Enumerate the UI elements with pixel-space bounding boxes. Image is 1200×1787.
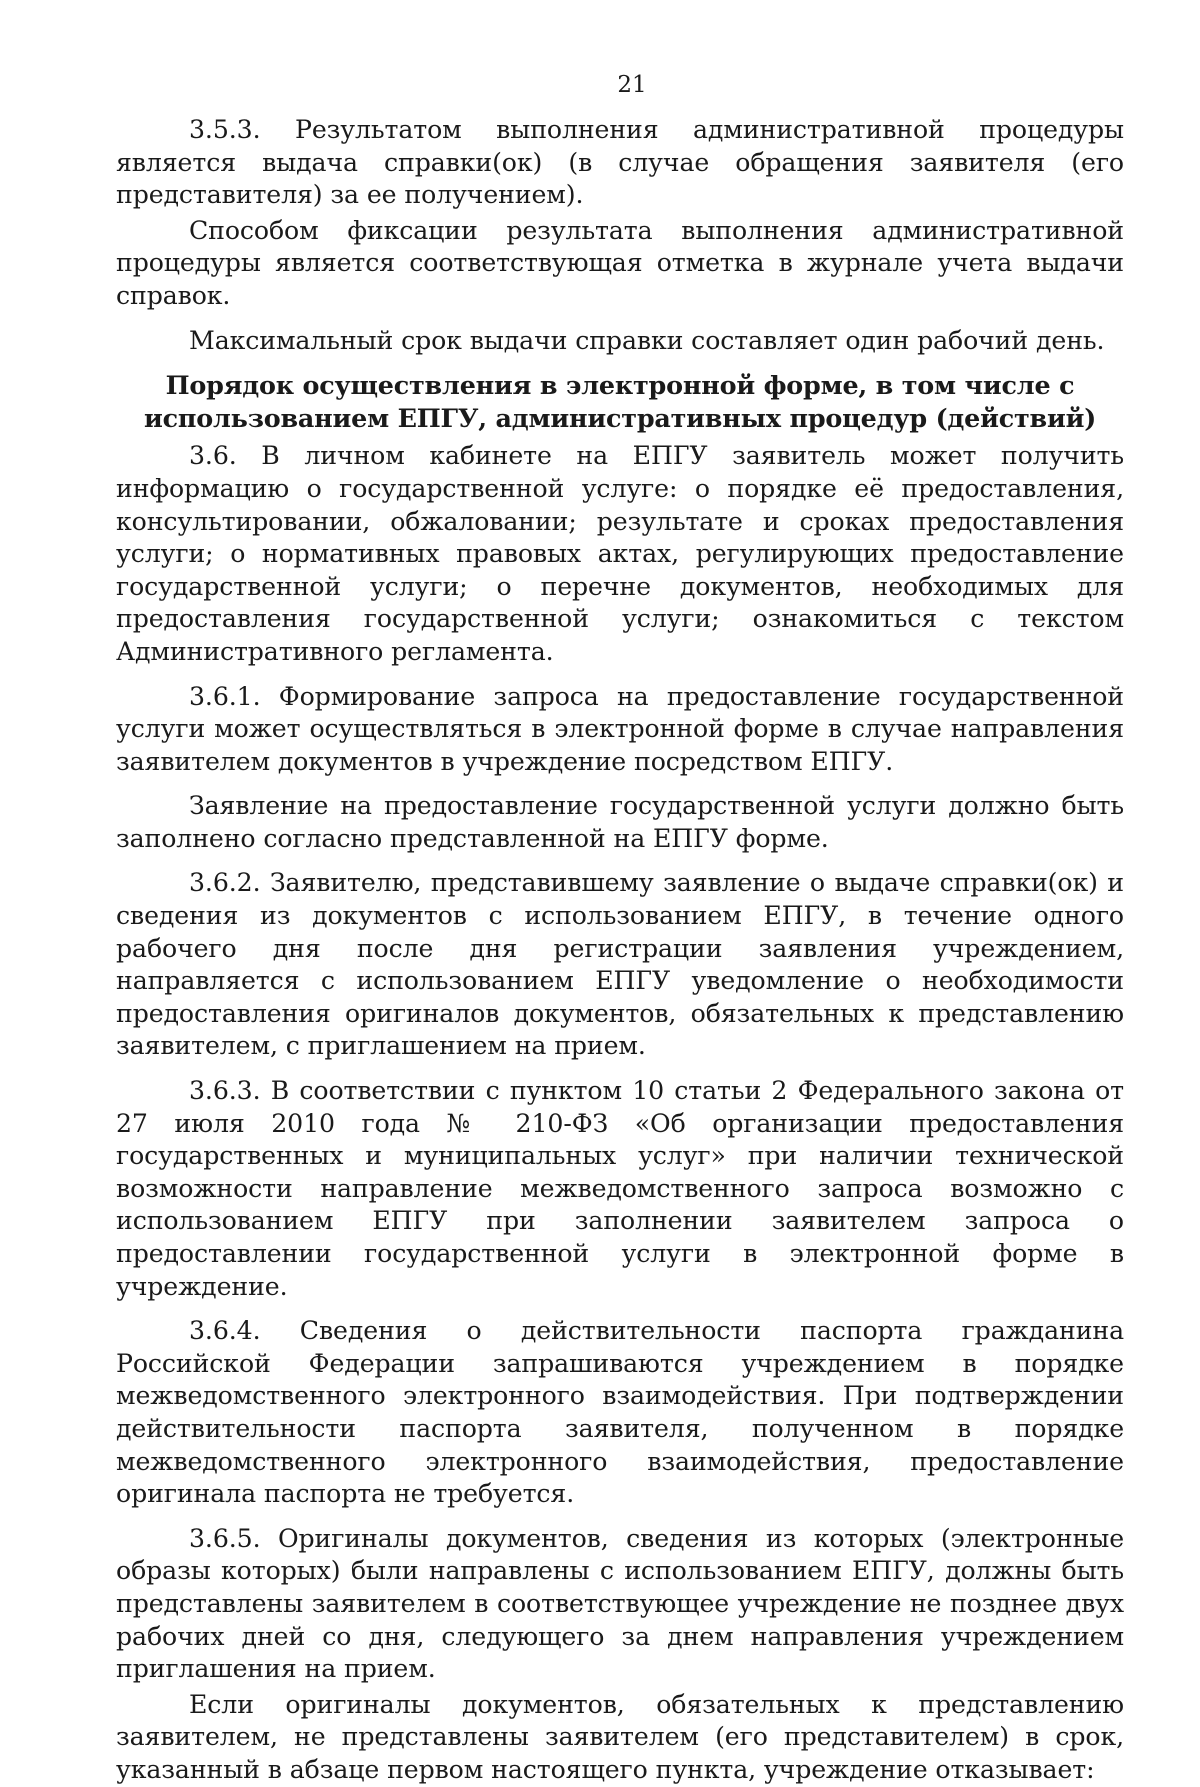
paragraph-max-term: Максимальный срок выдачи справки составляет один рабочий день. bbox=[189, 325, 1105, 355]
paragraph-3-5-3: 3.5.3. Результатом выполнения административной процедуры является выдача справки(ок) (в случае обращения заявителя (его представителя) за ее получением). bbox=[116, 115, 1124, 210]
paragraph-3-6-2: 3.6.2. Заявителю, представившему заявление о выдаче справки(ок) и сведения из документов с использованием ЕПГУ, в течение одного рабочего дня после дня регистрации заявления учреждением, направляется с использованием ЕПГУ уведомление о необходимости предоставления оригиналов документов, обязательных к представлению заявителем, с приглашением на прием. bbox=[116, 868, 1124, 1061]
paragraph-3-6: 3.6. В личном кабинете на ЕПГУ заявитель может получить информацию о государственной услуге: о порядке её предоставления, консультировании, обжаловании; результате и сроках предоставления услуги; о нормативных правовых актах, регулирующих предоставление государственной услуги; о перечне документов, необходимых для предоставления государственной услуги; ознакомиться с текстом Административного регламента. bbox=[116, 441, 1124, 666]
paragraph-3-6-1: 3.6.1. Формирование запроса на предоставление государственной услуги может осуществляться в электронной форме в случае направления заявителем документов в учреждение посредством ЕПГУ. bbox=[116, 681, 1124, 776]
section-heading: Порядок осуществления в электронной форме, в том числе с использованием ЕПГУ, административных процедур (действий) bbox=[143, 370, 1097, 433]
paragraph-application-form: Заявление на предоставление государственной услуги должно быть заполнено согласно представленной на ЕПГУ форме. bbox=[116, 791, 1124, 853]
paragraph-3-6-5: 3.6.5. Оригиналы документов, сведения из которых (электронные образы которых) были направлены с использованием ЕПГУ, должны быть представлены заявителем в соответствующее учреждение не позднее двух рабочих дней со дня, следующего за днем направления учреждением приглашения на прием. bbox=[116, 1523, 1124, 1684]
paragraph-fixation-method: Способом фиксации результата выполнения административной процедуры является соответствующая отметка в журнале учета выдачи справок. bbox=[116, 215, 1124, 310]
paragraph-3-6-3: 3.6.3. В соответствии с пунктом 10 статьи 2 Федерального закона от 27 июля 2010 года № 210-ФЗ «Об организации предоставления государственных и муниципальных услуг» при наличии технической возможности направление межведомственного запроса возможно с использованием ЕПГУ при заполнении заявителем запроса о предоставлении государственной услуги в электронной форме в учреждение. bbox=[116, 1076, 1124, 1301]
page-number: 21 bbox=[617, 72, 647, 98]
paragraph-3-6-4: 3.6.4. Сведения о действительности паспорта гражданина Российской Федерации запрашиваются учреждением в порядке межведомственного электронного взаимодействия. При подтверждении действительности паспорта заявителя, полученном в порядке межведомственного электронного взаимодействия, предоставление оригинала паспорта не требуется. bbox=[116, 1316, 1124, 1509]
paragraph-originals-not-provided: Если оригиналы документов, обязательных к представлению заявителем, не представлены заявителем (его представителем) в срок, указанный в абзаце первом настоящего пункта, учреждение отказывает: bbox=[116, 1689, 1124, 1784]
